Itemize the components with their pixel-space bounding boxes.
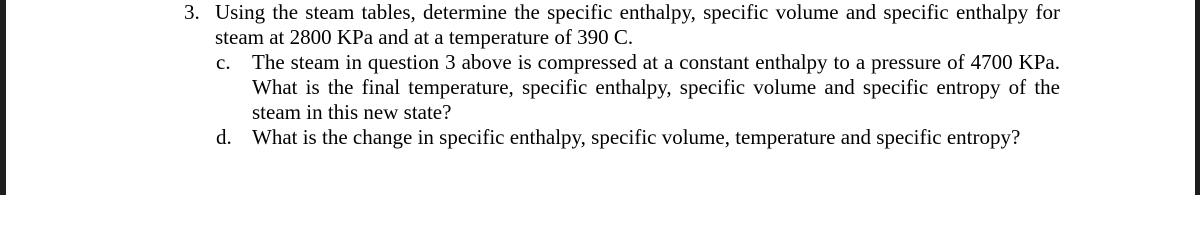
part-c-text: The steam in question 3 above is compressed at a constant enthalpy to a pressure of 4700 KPa. What is the final temperature, specific enthalpy, specific volume and specific entropy of the steam in this new state?	[252, 50, 1060, 124]
part-d	[180, 125, 1060, 150]
question-block	[180, 0, 1060, 150]
part-c	[180, 50, 1060, 125]
left-edge-bar	[0, 0, 6, 195]
part-c-marker: c.	[216, 50, 231, 74]
part-d-text: What is the change in specific enthalpy, specific volume, temperature and specific entropy?	[252, 125, 1021, 149]
right-edge-bar	[1195, 0, 1200, 195]
question-number: 3.	[184, 0, 200, 24]
question-text: Using the steam tables, determine the specific enthalpy, specific volume and specific enthalpy for steam at 2800 KPa and at a temperature of 390 C.	[215, 0, 1060, 49]
part-d-marker: d.	[216, 125, 232, 149]
question-3	[180, 0, 1060, 50]
